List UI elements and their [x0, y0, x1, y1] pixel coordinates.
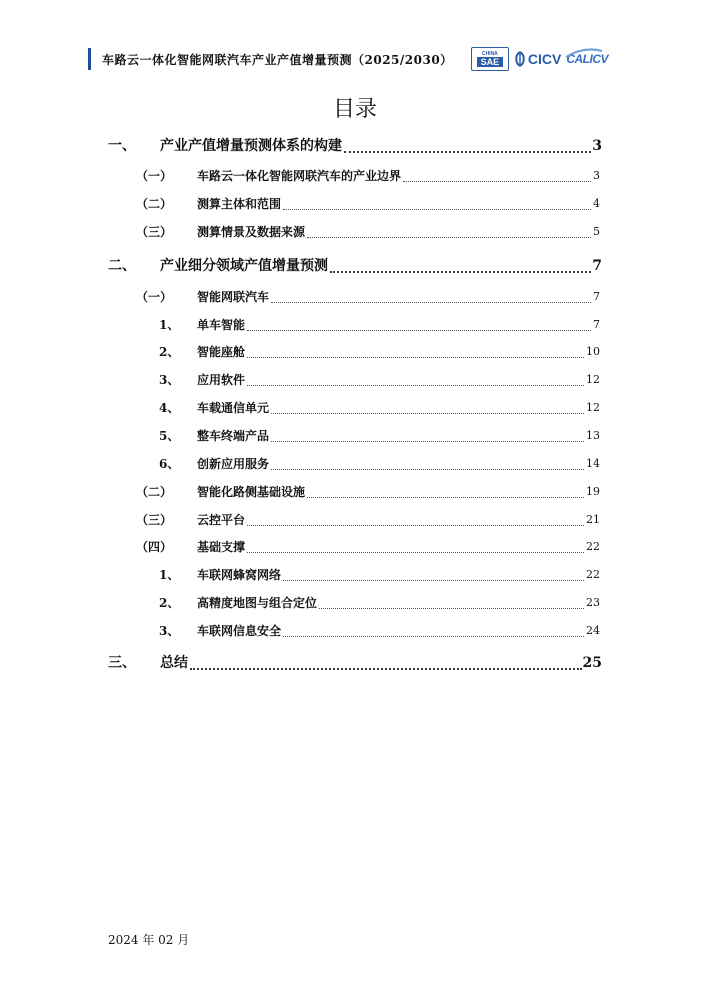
toc-entry-number: 1、	[159, 318, 180, 332]
toc-entry-page: 3	[593, 169, 600, 182]
toc-entry-number: 3、	[159, 624, 180, 638]
toc-dot-leader	[283, 565, 584, 581]
logo-group	[471, 46, 608, 72]
toc-entry-page: 19	[586, 485, 600, 498]
toc-dot-leader	[271, 398, 584, 414]
toc-entry-page: 5	[593, 225, 600, 238]
toc-entry-title: 测算主体和范围	[197, 197, 282, 211]
toc-entry-number: （三）	[136, 225, 173, 239]
toc-entry[interactable]	[0, 593, 710, 613]
toc-entry-page: 25	[582, 655, 602, 671]
toc-entry[interactable]	[0, 510, 710, 530]
toc-entry-number: 5、	[159, 429, 180, 443]
toc-entry[interactable]	[0, 166, 710, 186]
toc-dot-leader	[190, 653, 582, 670]
header-title: 车路云一体化智能网联汽车产业产值增量预测（2025/2030）	[102, 53, 453, 67]
toc-entry[interactable]	[0, 256, 710, 276]
toc-entry-number: （二）	[136, 197, 173, 211]
toc-title: 目录	[332, 97, 377, 122]
toc-entry-page: 12	[586, 373, 600, 386]
calicv-logo-text: CALICV	[566, 52, 608, 66]
toc-dot-leader	[283, 621, 584, 637]
toc-dot-leader	[330, 256, 591, 273]
toc-dot-leader	[319, 593, 584, 609]
toc-entry-page: 14	[586, 457, 600, 470]
toc-entry-number: （二）	[136, 485, 173, 499]
toc-entry-title: 整车终端产品	[197, 429, 270, 443]
toc-entry-number: 6、	[159, 457, 180, 471]
toc-entry-title: 应用软件	[197, 373, 246, 387]
toc-entry-page: 10	[586, 345, 600, 358]
toc-entry[interactable]	[0, 565, 710, 585]
toc-dot-leader	[307, 482, 584, 498]
toc-entry-number: 2、	[159, 596, 180, 610]
toc-entry-title: 智能化路侧基础设施	[197, 485, 306, 499]
toc-entry-page: 22	[586, 568, 600, 581]
toc-entry-number: 2、	[159, 345, 180, 359]
toc-entry-page: 7	[593, 318, 600, 331]
toc-entry-number: 3、	[159, 373, 180, 387]
toc-entry-number: （三）	[136, 513, 173, 527]
cicv-emblem-icon	[514, 51, 526, 67]
toc-entry-title: 车载通信单元	[197, 401, 270, 415]
toc-entry-page: 7	[593, 290, 600, 303]
toc-entry[interactable]	[0, 537, 710, 557]
calicv-swoosh-icon	[564, 48, 604, 58]
toc-entry-number: 一、	[108, 138, 136, 154]
toc-entry-number: （一）	[136, 169, 173, 183]
toc-dot-leader	[247, 342, 584, 358]
toc-entry-page: 4	[593, 197, 600, 210]
toc-entry[interactable]	[0, 287, 710, 307]
toc-dot-leader	[271, 426, 584, 442]
toc-entry-title: 单车智能	[197, 318, 246, 332]
toc-entry-page: 3	[592, 138, 602, 154]
toc-entry-number: （四）	[136, 540, 173, 554]
toc-entry-title: 高精度地图与组合定位	[197, 596, 318, 610]
toc-entry[interactable]	[0, 653, 710, 673]
toc-entry-number: 1、	[159, 568, 180, 582]
toc-entry[interactable]	[0, 398, 710, 418]
toc-dot-leader	[283, 194, 591, 210]
toc-entry-page: 23	[586, 596, 600, 609]
toc-entry-number: 三、	[108, 655, 136, 671]
toc-entry-page: 12	[586, 401, 600, 414]
toc-entry-title: 创新应用服务	[197, 457, 270, 471]
toc-dot-leader	[271, 287, 591, 303]
toc-entry[interactable]	[0, 222, 710, 242]
toc-entry-title: 总结	[160, 655, 188, 671]
toc-dot-leader	[247, 537, 584, 553]
toc-dot-leader	[403, 166, 591, 182]
toc-entry-page: 7	[592, 258, 602, 274]
toc-entry[interactable]	[0, 426, 710, 446]
toc-entry-title: 智能座舱	[197, 345, 246, 359]
toc-entry-title: 云控平台	[197, 513, 246, 527]
toc-entry[interactable]	[0, 136, 710, 156]
cicv-logo-text: CICV	[527, 51, 562, 67]
sae-logo-top: CHINA	[481, 51, 498, 57]
toc-entry[interactable]	[0, 315, 710, 335]
china-sae-logo	[471, 47, 509, 71]
toc-entry[interactable]	[0, 194, 710, 214]
toc-entry-page: 22	[586, 540, 600, 553]
toc-entry[interactable]	[0, 370, 710, 390]
toc-entry-title: 产业细分领域产值增量预测	[160, 258, 328, 274]
toc-entry-title: 测算情景及数据来源	[197, 225, 306, 239]
header-accent-bar	[88, 48, 91, 70]
toc-dot-leader	[271, 454, 584, 470]
cicv-logo	[514, 51, 561, 67]
toc-entry-number: （一）	[136, 290, 173, 304]
sae-logo-bottom: SAE	[477, 57, 504, 67]
toc-entry-title: 智能网联汽车	[197, 290, 270, 304]
toc-entry-page: 21	[586, 513, 600, 526]
toc-entry-title: 产业产值增量预测体系的构建	[160, 138, 342, 154]
toc-dot-leader	[247, 370, 584, 386]
toc-dot-leader	[247, 510, 584, 526]
toc-entry-page: 24	[586, 624, 600, 637]
page-header	[88, 46, 608, 74]
toc-dot-leader	[344, 136, 591, 153]
toc-entry[interactable]	[0, 454, 710, 474]
footer-date: 2024 年 02 月	[108, 933, 190, 947]
calicv-logo	[566, 52, 608, 66]
toc-entry-page: 13	[586, 429, 600, 442]
toc-entry[interactable]	[0, 482, 710, 502]
toc-entry-title: 车路云一体化智能网联汽车的产业边界	[197, 169, 402, 183]
toc-entry-title: 车联网蜂窝网络	[197, 568, 282, 582]
toc-entry[interactable]	[0, 342, 710, 362]
toc-entry-title: 基础支撑	[197, 540, 246, 554]
toc-dot-leader	[307, 222, 591, 238]
toc-entry-number: 二、	[108, 258, 136, 274]
toc-entry-title: 车联网信息安全	[197, 624, 282, 638]
toc-entry[interactable]	[0, 621, 710, 641]
toc-entry-number: 4、	[159, 401, 180, 415]
toc-dot-leader	[247, 315, 591, 331]
